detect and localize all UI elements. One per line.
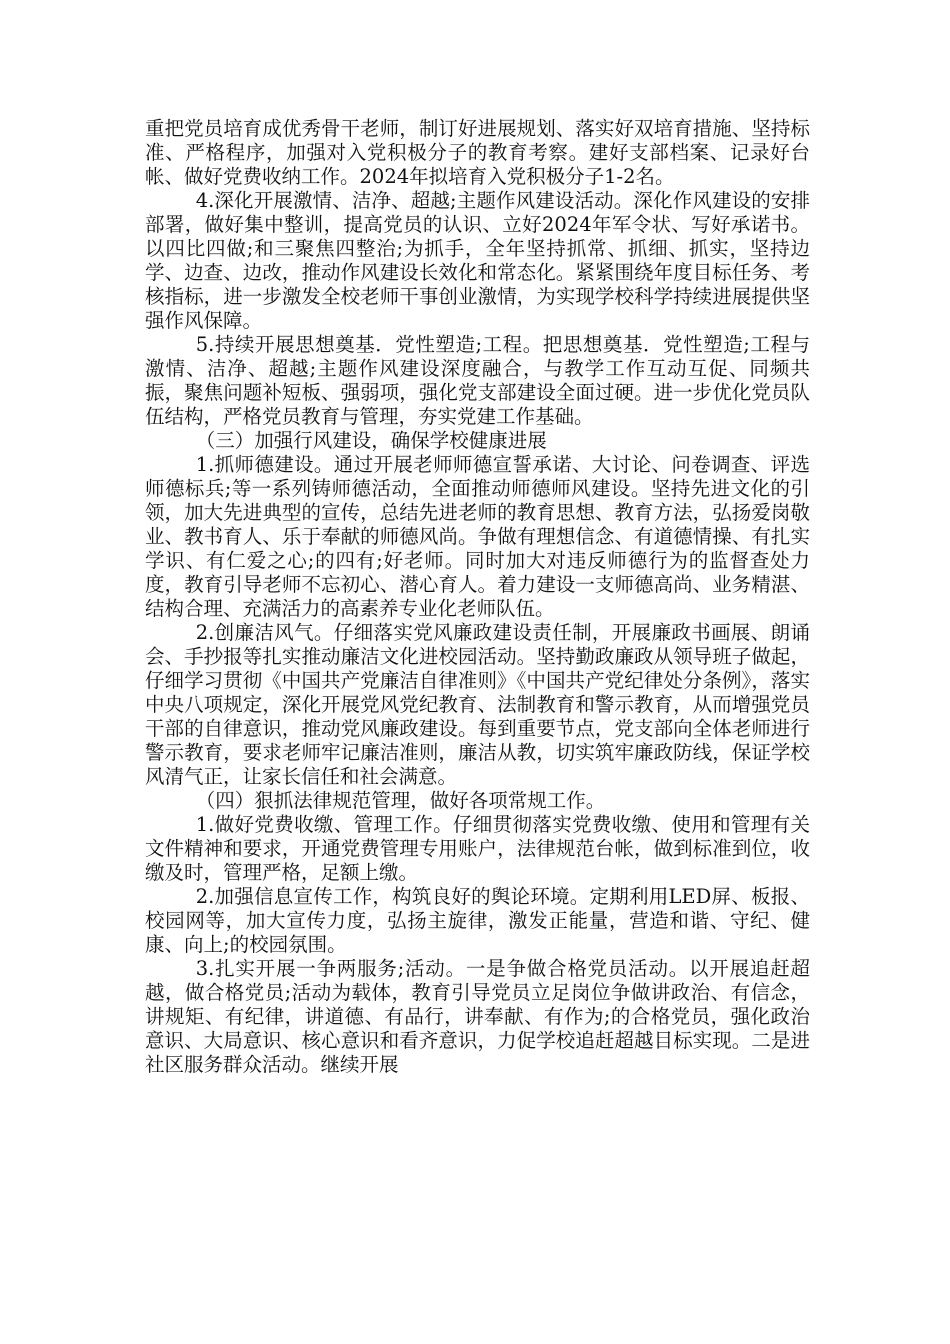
section-heading-4: （四）狠抓法律规范管理，做好各项常规工作。 <box>195 789 606 812</box>
paragraph-item-5: 5.持续开展思想奠基．党性塑造;工程。把思想奠基．党性塑造;工程与激情、洁净、超越;主题作风建设深度融合，与教学工作互动互促、同频共振，聚焦问题补短板、强弱项，强化党支部建设全面过硬。进一步优化党员队伍结构，严格党员教育与管理，夯实党建工作基础。 <box>145 333 810 428</box>
paragraph-item-4: 4.深化开展激情、洁净、超越;主题作风建设活动。深化作风建设的安排部署，做好集中整训，提高党员的认识、立好2024年军令状、写好承诺书。以四比四做;和三聚焦四整治;为抓手，全年坚持抓常、抓细、抓实，坚持边学、边查、边改，推动作风建设长效化和常态化。紧紧围绕年度目标任务、考核指标，进一步激发全校老师干事创业激情，为实现学校科学持续进展提供坚强作风保障。 <box>145 189 810 332</box>
section-heading-3: （三）加强行风建设，确保学校健康进展 <box>195 429 547 452</box>
paragraph-section4-item-3: 3.扎实开展一争两服务;活动。一是争做合格党员活动。以开展追赶超越，做合格党员;活动为载体，教育引导党员立足岗位争做讲政治、有信念，讲规矩、有纪律，讲道德、有品行，讲奉献、有作为;的合格党员，强化政治意识、大局意识、核心意识和看齐意识，力促学校追赶超越目标实现。二是进社区服务群众活动。继续开展 <box>145 957 810 1076</box>
paragraph-section3-item-2: 2.创廉洁风气。仔细落实党风廉政建设责任制，开展廉政书画展、朗诵会、手抄报等扎实推动廉洁文化进校园活动。坚持勤政廉政从领导班子做起，仔细学习贯彻《中国共产党廉洁自律准则》《中国共产党纪律处分条例》，落实中央八项规定，深化开展党风党纪教育、法制教育和警示教育，从而增强党员干部的自律意识，推动党风廉政建设。每到重要节点，党支部向全体老师进行警示教育，要求老师牢记廉洁准则，廉洁从教，切实筑牢廉政防线，保证学校风清气正，让家长信任和社会满意。 <box>145 621 810 788</box>
paragraph-section3-item-1: 1.抓师德建设。通过开展老师师德宣誓承诺、大讨论、问卷调查、评选师德标兵;等一系列铸师德活动，全面推动师德师风建设。坚持先进文化的引领，加大先进典型的宣传，总结先进老师的教育思想、教育方法，弘扬爱岗敬业、教书育人、乐于奉献的师德风尚。争做有理想信念、有道德情操、有扎实学识、有仁爱之心;的四有;好老师。同时加大对违反师德行为的监督查处力度，教育引导老师不忘初心、潜心育人。着力建设一支师德高尚、业务精湛、结构合理、充满活力的高素养专业化老师队伍。 <box>145 453 810 620</box>
paragraph-section4-item-2: 2.加强信息宣传工作，构筑良好的舆论环境。定期利用LED屏、板报、校园网等，加大宣传力度，弘扬主旋律，激发正能量，营造和谐、守纪、健康、向上;的校园氛围。 <box>145 885 810 956</box>
paragraph-section4-item-1: 1.做好党费收缴、管理工作。仔细贯彻落实党费收缴、使用和管理有关文件精神和要求，开通党费管理专用账户，法律规范台帐，做到标准到位，收缴及时，管理严格，足额上缴。 <box>145 813 810 884</box>
document-body <box>145 117 810 1077</box>
paragraph-continuation: 重把党员培育成优秀骨干老师，制订好进展规划、落实好双培育措施、坚持标准、严格程序，加强对入党积极分子的教育考察。建好支部档案、记录好台帐、做好党费收纳工作。2024年拟培育入党积极分子1-2名。 <box>145 117 810 188</box>
